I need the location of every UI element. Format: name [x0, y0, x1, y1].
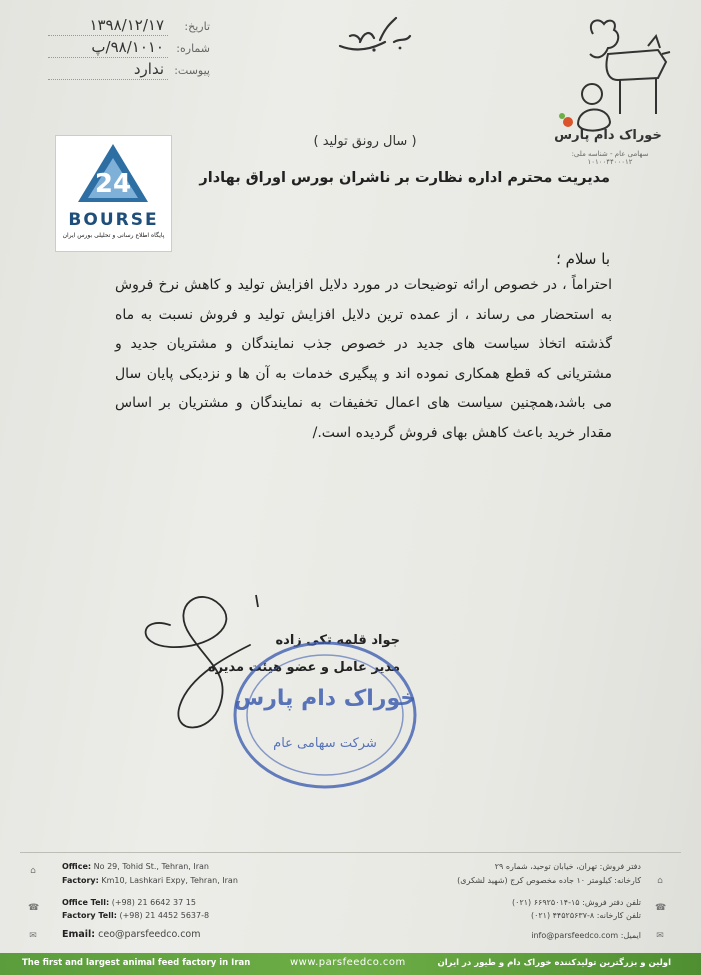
factory-label: Factory: [62, 876, 99, 885]
footer-fa-email: ایمیل: info@parsfeedco.com [531, 931, 641, 940]
bourse-watermark [55, 135, 172, 252]
date-value: ۱۳۹۸/۱۲/۱۷ [89, 16, 164, 34]
footer-fa-factory: کارخانه: کیلومتر ۱۰ جاده مخصوص کرج (شهید لشکری) [457, 876, 641, 885]
factory-value: Km10, Lashkari Expy, Tehran, Iran [101, 876, 238, 885]
slogan-english: The first and largest animal feed factory in Iran [22, 958, 251, 968]
office-value: No 29, Tohid St., Tehran, Iran [93, 862, 209, 871]
factory-tel-value: (+98) 21 4452 5637-8 [119, 911, 210, 920]
footer-fa-office: دفتر فروش: تهران، خیابان توحید، شماره ۲۹ [494, 862, 641, 871]
bourse-24-logo [56, 136, 171, 211]
footer-green-bar [0, 953, 701, 975]
slogan-persian: اولین و بزرگترین تولیدکننده خوراک دام و طیور در ایران [437, 958, 671, 968]
company-name: خوراک دام پارس [554, 128, 662, 143]
recipient-line: مدیریت محترم اداره نظارت بر ناشران بورس اوراق بهادار [199, 170, 610, 186]
email-icon-fa: ✉ [656, 931, 664, 941]
footer-factory-tel [62, 911, 209, 920]
signer-name: جواد قلمه تکی زاده [275, 633, 400, 648]
email-icon: ✉ [29, 931, 37, 941]
signer-title: مدیر عامل و عضو هیئت مدیره [207, 660, 400, 675]
stamp-company-name: خوراک دام پارس [233, 686, 417, 711]
bourse-number-mark: 24 [94, 169, 132, 199]
attachment-label: پیوست: [174, 64, 210, 77]
footer-fa-office-tel: تلفن دفتر فروش: ۱۵-۶۶۹۲۵۰۱۴ (۰۲۱) [512, 898, 641, 907]
greeting: با سلام ؛ [556, 250, 610, 268]
bourse-brand: BOURSE [68, 210, 159, 230]
attachment-row [48, 60, 218, 82]
number-line [48, 57, 168, 58]
stamp-subtitle: شرکت سهامی عام [273, 736, 377, 751]
location-icon-fa: ⌂ [657, 876, 663, 886]
footer-divider [20, 852, 681, 853]
office-tel-value: (+98) 21 6642 37 15 [111, 898, 196, 907]
attachment-line [48, 79, 168, 80]
office-label: Office: [62, 862, 92, 871]
date-label: تاریخ: [184, 20, 210, 33]
phone-icon-fa: ☎ [655, 903, 667, 913]
date-line [48, 35, 168, 36]
year-slogan: ( سال رونق تولید ) [313, 134, 417, 149]
footer-factory-address [62, 876, 238, 885]
footer-office-tel [62, 898, 196, 907]
office-tel-label: Office Tell: [62, 898, 110, 907]
number-value: ۹۸/۱۰۱۰/پ [91, 38, 164, 56]
bourse-caption: پایگاه اطلاع رسانی و تحلیلی بورس ایران [62, 232, 165, 239]
website-link[interactable]: www.parsfeedco.com [290, 957, 406, 968]
date-row [48, 16, 218, 38]
company-registration: سهامی عام - شناسه ملی: ۱۰۱۰۰۴۴۰۰۰۱۲ [571, 150, 649, 166]
company-stamp [230, 635, 420, 795]
number-row [48, 38, 218, 60]
letter-meta [48, 16, 218, 82]
email-value[interactable]: ceo@parsfeedco.com [98, 929, 201, 940]
letter-body: احتراماً ، در خصوص ارائه توضیحات در مورد دلایل افزایش تولید و کاهش نرخ فروش به استحضار می رساند ، از عمده ترین دلایل افزایش تولید و فروش نسبت به ماه گذشته اتخاذ سیاست های جدید در خصوص جذب نمایندگان و مشتریان جدید و مشتریانی که قطع همکاری نموده اند و پیگیری خدمات به آن ها و نزدیکی پایان سال می باشد،همچنین سیاست های اعمال تخفیفات به نمایندگان و مشتریان بر اساس مقدار خرید باعث کاهش بهای فروش گردیده است./ [115, 277, 612, 441]
attachment-value: ندارد [133, 60, 164, 78]
footer-office-address [62, 862, 209, 871]
footer-email [62, 929, 201, 940]
factory-tel-label: Factory Tell: [62, 911, 117, 920]
email-label: Email: [62, 929, 96, 940]
footer-fa-factory-tel: تلفن کارخانه: ۸-۴۴۵۲۵۶۳۷ (۰۲۱) [530, 911, 641, 920]
phone-icon: ☎ [28, 903, 40, 913]
number-label: شماره: [176, 42, 210, 55]
location-icon: ⌂ [30, 866, 36, 876]
basmala-calligraphy [330, 12, 420, 58]
